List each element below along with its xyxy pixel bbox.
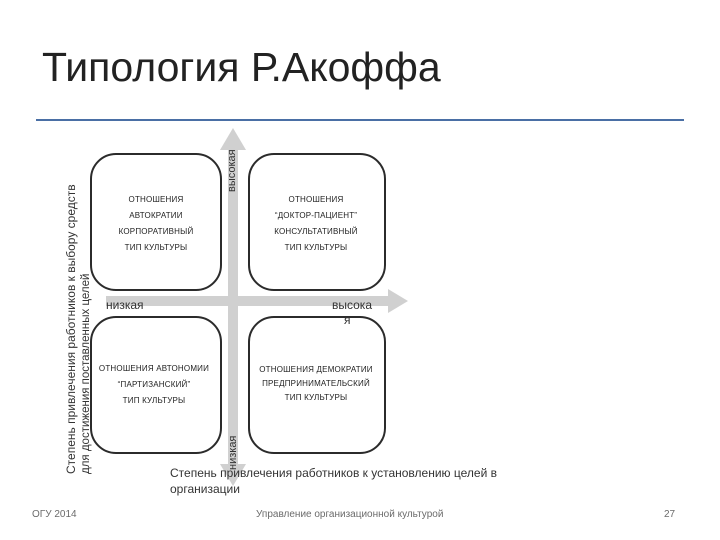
vertical-axis-arrowhead-top — [220, 128, 246, 150]
quadrant-autonomy-text — [92, 361, 216, 409]
horizontal-axis-title-line1: Степень привлечения работников к установлению целей в — [170, 466, 497, 480]
horizontal-axis-arrowhead-right — [388, 289, 408, 313]
quadrant-democracy-line: ТИП КУЛЬТУРЫ — [284, 393, 348, 402]
vertical-axis — [228, 150, 238, 468]
footer-left: ОГУ 2014 — [32, 509, 77, 520]
vertical-axis-title-line2: для достижения поставленных целей — [80, 273, 92, 474]
horizontal-axis-title-line2: организации — [170, 482, 240, 496]
quadrant-autocracy-line: ОТНОШЕНИЯ — [128, 195, 184, 204]
horizontal-axis-low-label: низкая — [106, 298, 144, 312]
horizontal-axis-high-label: высока — [332, 298, 372, 312]
quadrant-autonomy-line: ОТНОШЕНИЯ АВТОНОМИИ — [98, 364, 210, 373]
quadrant-doctor-patient-line: ОТНОШЕНИЯ — [288, 195, 344, 204]
vertical-axis-low-label: низкая — [227, 435, 239, 470]
quadrant-doctor-patient-line: “ДОКТОР-ПАЦИЕНТ” — [274, 211, 358, 220]
horizontal-axis-high-label-wrap: я — [344, 313, 351, 327]
page-number: 27 — [664, 509, 676, 520]
quadrant-autocracy-line: КОРПОРАТИВНЫЙ — [118, 227, 194, 236]
quadrant-autonomy-line: ТИП КУЛЬТУРЫ — [122, 396, 186, 405]
quadrant-democracy-text — [252, 363, 380, 405]
quadrant-doctor-patient-line: КОНСУЛЬТАТИВНЫЙ — [274, 227, 358, 236]
quadrant-democracy-line: ПРЕДПРИНИМАТЕЛЬСКИЙ — [262, 379, 370, 388]
slide-title: Типология Р.Акоффа — [42, 44, 441, 90]
quadrant-autocracy-line: АВТОКРАТИИ — [129, 211, 183, 220]
quadrant-doctor-patient-line: ТИП КУЛЬТУРЫ — [284, 243, 348, 252]
vertical-axis-title-line1: Степень привлечения работников к выбору средств — [64, 184, 78, 474]
quadrant-autonomy-line: “ПАРТИЗАНСКИЙ” — [117, 380, 191, 389]
footer-center: Управление организационной культурой — [256, 509, 444, 520]
quadrant-democracy-line: ОТНОШЕНИЯ ДЕМОКРАТИИ — [259, 365, 373, 374]
quadrant-autocracy-text — [100, 192, 212, 256]
quadrant-doctor-patient-text — [252, 192, 380, 256]
quadrant-autocracy-line: ТИП КУЛЬТУРЫ — [124, 243, 188, 252]
vertical-axis-high-label: высокая — [226, 149, 238, 192]
